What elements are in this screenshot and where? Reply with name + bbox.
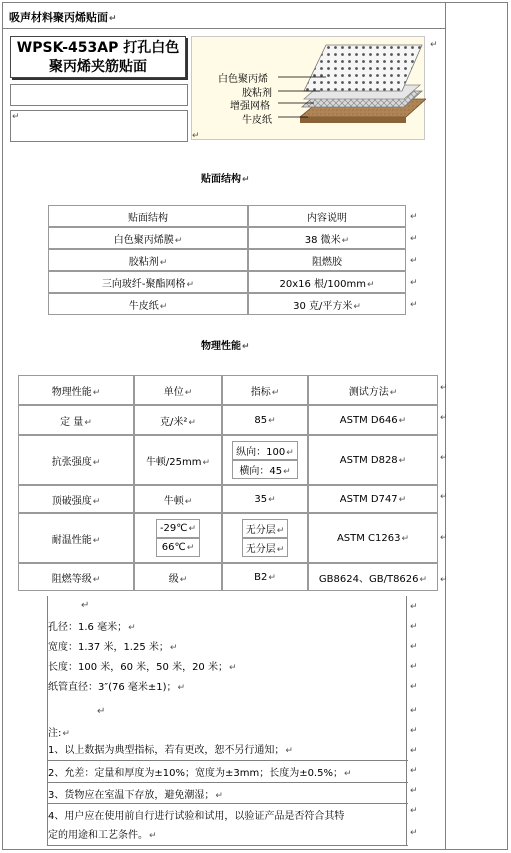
- product-title-line2: 聚丙烯夹筋贴面: [49, 59, 147, 75]
- spec-hole: 孔径：1.6 毫米；↵: [48, 622, 136, 633]
- layer-diagram-svg: [192, 37, 426, 141]
- table-row: [18, 375, 438, 405]
- kraft-edge: [300, 117, 406, 123]
- table-row: [48, 205, 406, 227]
- table-cell: 无分层↵: [242, 538, 289, 557]
- table-cell: 耐温性能↵: [18, 513, 134, 563]
- table-cell: -29℃↵: [156, 519, 200, 538]
- table-cell: 横向：45↵: [232, 460, 298, 479]
- note-item-4-cont: 定的用途和工艺条件。↵: [48, 830, 157, 841]
- temperature-unit-subtable: [156, 519, 200, 557]
- properties-section-title: 物理性能↵: [201, 341, 250, 352]
- properties-header-3: 测试方法↵: [308, 375, 438, 405]
- table-cell: 克/米²↵: [134, 405, 222, 435]
- note-item-2: 2、允差：定量和厚度为±10%；宽度为±3mm；长度为±0.5%；↵: [48, 768, 352, 779]
- table-cell: 66℃↵: [156, 538, 200, 557]
- table-cell: [134, 513, 222, 563]
- table-cell: B2↵: [222, 563, 308, 591]
- notes-title: 注:↵: [48, 728, 70, 739]
- table-cell: [222, 435, 308, 485]
- temperature-value-subtable: [242, 519, 289, 557]
- table-cell: 30 克/平方米↵: [248, 293, 406, 315]
- table-cell: 20x16 根/100mm↵: [248, 271, 406, 293]
- table-cell: 顶破强度↵: [18, 485, 134, 513]
- table-cell: ASTM C1263↵: [308, 513, 438, 563]
- table-cell: 阻燃等级↵: [18, 563, 134, 591]
- structure-header-0: 贴面结构: [48, 205, 248, 227]
- table-cell: [222, 513, 308, 563]
- table-cell: 白色聚丙烯膜↵: [48, 227, 248, 249]
- table-cell: 阻燃胶: [248, 249, 406, 271]
- spec-core: 纸管直径：3″(76 毫米±1)；↵: [48, 682, 186, 693]
- layer-diagram: [191, 36, 425, 140]
- table-cell: 35↵: [222, 485, 308, 513]
- table-row: [18, 513, 438, 563]
- spec-width: 宽度：1.37 米，1.25 米；↵: [48, 642, 178, 653]
- table-row: [18, 485, 438, 513]
- title-text: 吸声材料聚丙烯贴面: [9, 11, 108, 24]
- table-cell: ASTM D747↵: [308, 485, 438, 513]
- film-layer: [304, 45, 422, 91]
- table-cell: 38 微米↵: [248, 227, 406, 249]
- spec-length: 长度：100 米，60 米，50 米，20 米；↵: [48, 662, 237, 673]
- table-cell: 牛顿/25mm↵: [134, 435, 222, 485]
- table-cell: 牛顿↵: [134, 485, 222, 513]
- product-title-line1: WPSK-453AP 打孔白色: [16, 40, 180, 56]
- specs-notes-block: ↵ 孔径：1.6 毫米；↵ 宽度：1.37 米，1.25 米；↵ 长度：100 米，60 米，50 米，20 米；↵ 纸管直径：3″(76 毫米±1)；↵ ↵ 注:↵ 1、以上数据为典型指标，若有更改，恕不另行通知；↵ 2、允差：定量和厚度为±10%；宽度为±3mm；长度为±0.5%；↵ 3、货物应在室温下存放，避免潮湿；↵ 4、用户应在使用前自行进行试验和试用，以验证产品是否符合其特 定的用途和工艺条件。↵: [47, 596, 407, 846]
- table-cell: 85↵: [222, 405, 308, 435]
- table-cell: 纵向：100↵: [232, 441, 298, 460]
- table-row: [48, 249, 406, 271]
- table-row: [48, 293, 406, 315]
- diagram-label-kraft: 牛皮纸: [242, 115, 272, 126]
- document-title: 吸声材料聚丙烯贴面↵: [2, 2, 446, 29]
- table-row: [18, 435, 438, 485]
- structure-table: [48, 205, 406, 315]
- table-cell: 定 量↵: [18, 405, 134, 435]
- product-title-box: [10, 36, 186, 78]
- diagram-label-grid: 增强网格: [230, 101, 270, 112]
- table-cell: 无分层↵: [242, 519, 289, 538]
- table-row: [48, 271, 406, 293]
- right-margin-cell: [446, 2, 508, 850]
- table-row: [18, 405, 438, 435]
- tensile-subtable: [232, 441, 298, 479]
- structure-section-title: 贴面结构↵: [201, 174, 250, 185]
- properties-header-2: 指标↵: [222, 375, 308, 405]
- diagram-label-adhesive: 胶粘剂: [242, 88, 272, 99]
- table-cell: ASTM D828↵: [308, 435, 438, 485]
- table-cell: 抗张强度↵: [18, 435, 134, 485]
- properties-header-1: 单位↵: [134, 375, 222, 405]
- table-row: [48, 227, 406, 249]
- properties-table: [18, 375, 438, 591]
- properties-header-0: 物理性能↵: [18, 375, 134, 405]
- table-row: [18, 563, 438, 591]
- note-item-1: 1、以上数据为典型指标，若有更改，恕不另行通知；↵: [48, 745, 293, 756]
- table-cell: 级↵: [134, 563, 222, 591]
- table-cell: 胶粘剂↵: [48, 249, 248, 271]
- table-cell: GB8624、GB/T8626↵: [308, 563, 438, 591]
- table-cell: ASTM D646↵: [308, 405, 438, 435]
- diagram-label-film: 白色聚丙烯: [218, 74, 268, 85]
- table-cell: 三向玻纤-聚酯网格↵: [48, 271, 248, 293]
- blank-cell-2: ↵: [10, 110, 188, 142]
- note-item-4: 4、用户应在使用前自行进行试验和试用，以验证产品是否符合其特: [48, 811, 345, 822]
- structure-header-1: 内容说明: [248, 205, 406, 227]
- table-cell: 牛皮纸↵: [48, 293, 248, 315]
- blank-cell-1: [10, 84, 188, 106]
- note-item-3: 3、货物应在室温下存放，避免潮湿；↵: [48, 790, 223, 801]
